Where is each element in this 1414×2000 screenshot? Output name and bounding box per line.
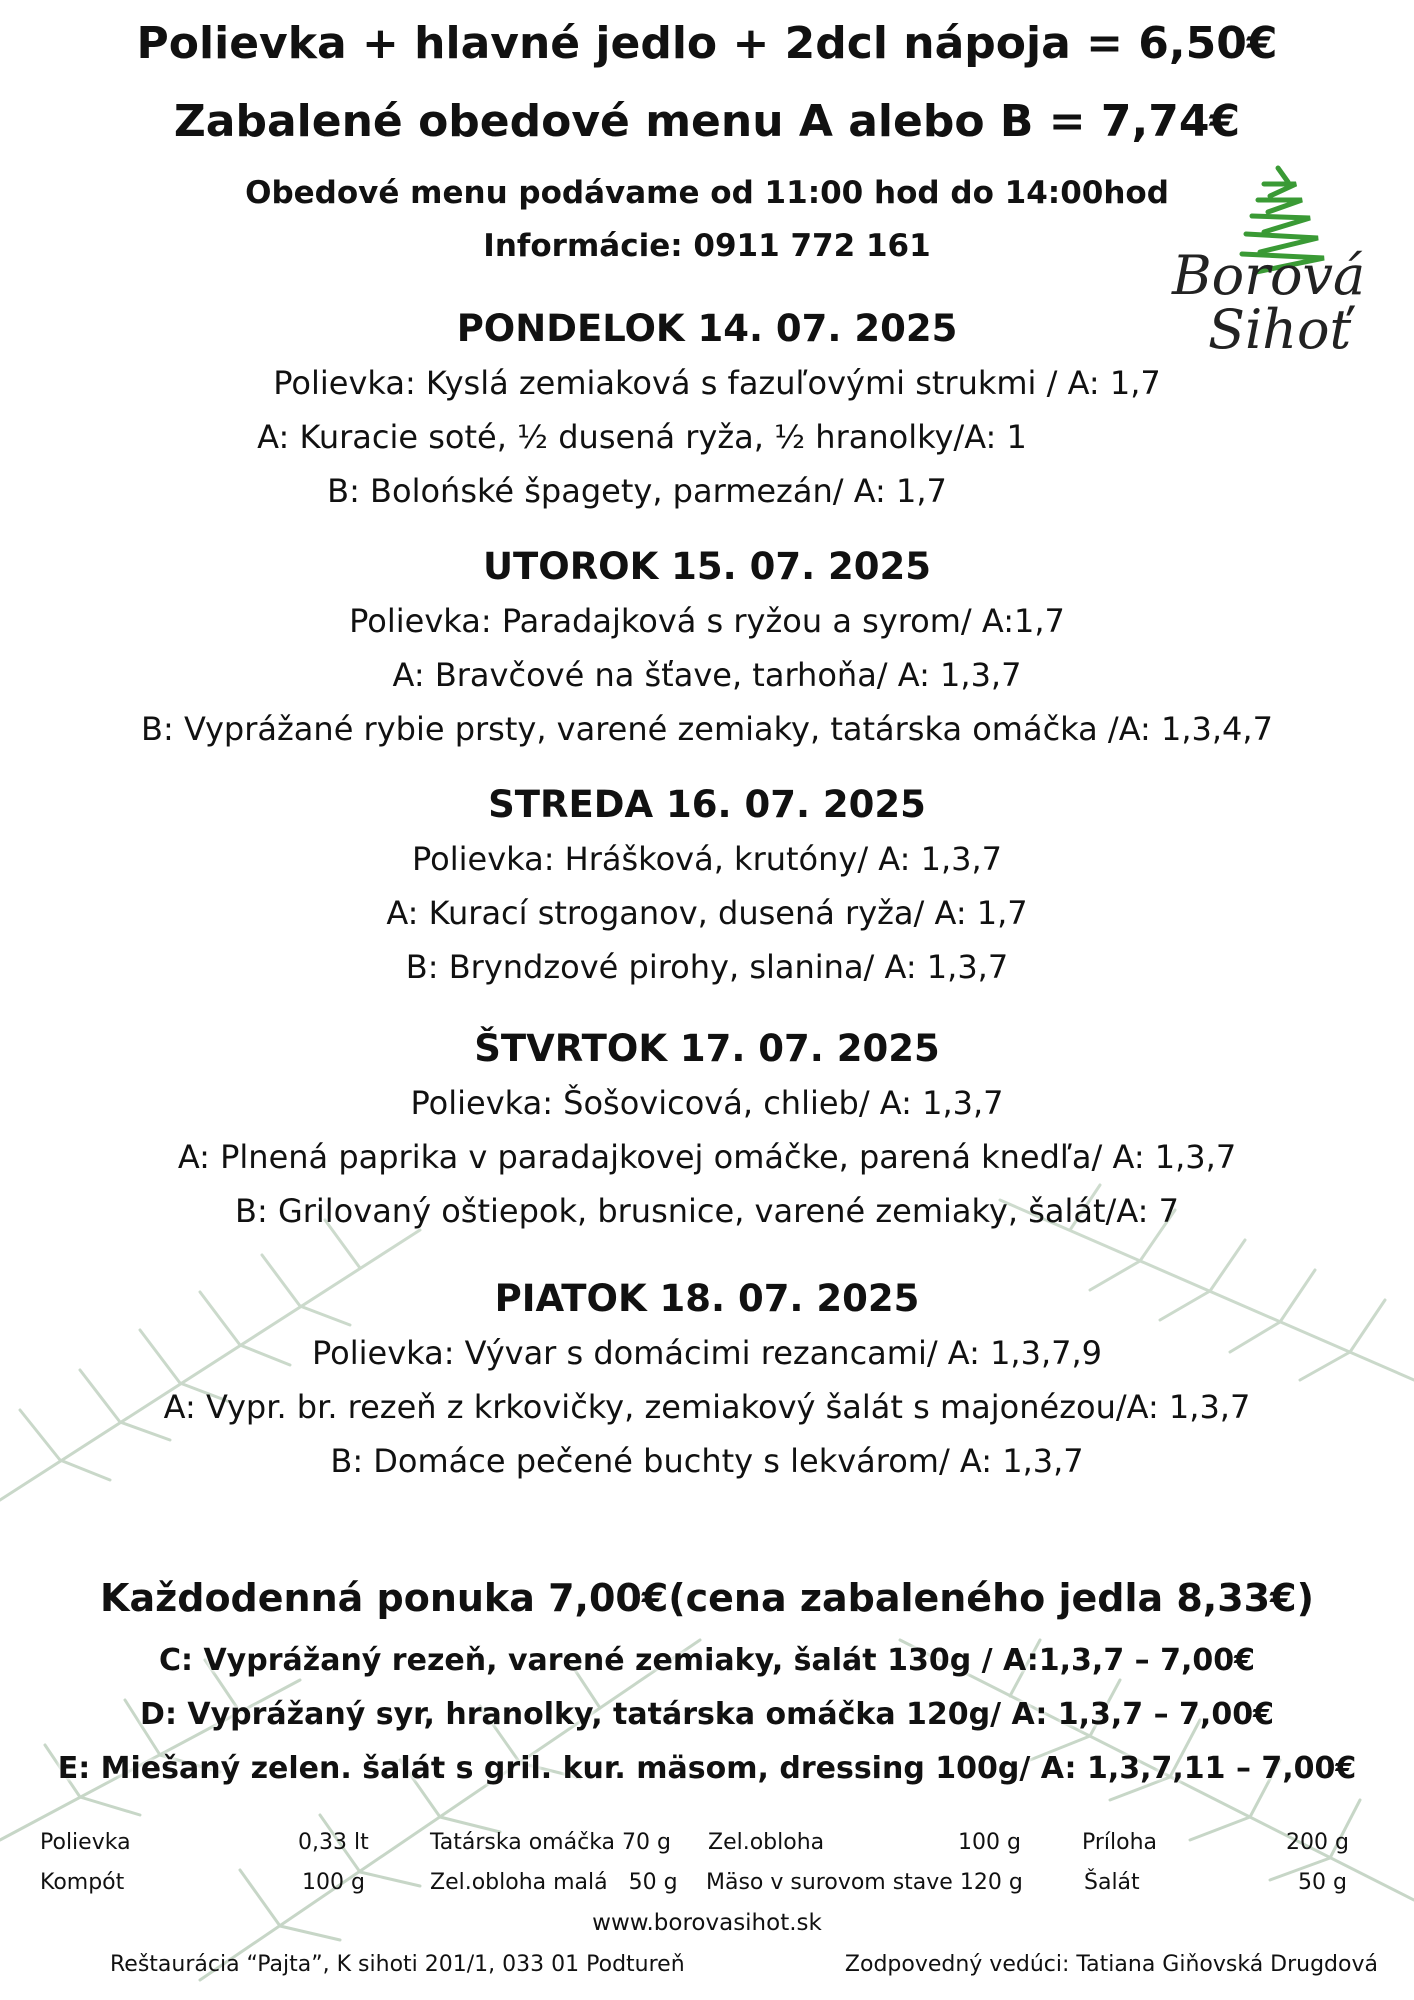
daily-offer-item-c: C: Vyprážaný rezeň, varené zemiaky, šalát 130g / A:1,3,7 – 7,00€ xyxy=(159,1643,1255,1678)
day-wednesday xyxy=(0,778,1414,994)
packed-menu-price-line: Zabalené obedové menu A alebo B = 7,74€ xyxy=(173,96,1241,147)
menu-line-a: A: Plnená paprika v paradajkovej omáčke, parená knedľa/ A: 1,3,7 xyxy=(177,1138,1237,1176)
menu-line-soup: Polievka: Šošovicová, chlieb/ A: 1,3,7 xyxy=(410,1084,1004,1122)
portion-value: 100 g xyxy=(958,1830,1021,1855)
menu-line-b: B: Bolońské špagety, parmezán/ A: 1,7 xyxy=(327,472,947,510)
website-link[interactable]: www.borovasihot.sk xyxy=(592,1910,822,1936)
logo-text-borova: Borová xyxy=(1172,244,1366,307)
day-title: UTOROK 15. 07. 2025 xyxy=(482,545,932,588)
daily-offer-item-d: D: Vyprážaný syr, hranolky, tatárska omáčka 120g/ A: 1,3,7 – 7,00€ xyxy=(140,1697,1274,1732)
portion-label: Tatárska omáčka 70 g xyxy=(430,1830,671,1855)
menu-line-b: B: Grilovaný oštiepok, brusnice, varené zemiaky, šalát/A: 7 xyxy=(235,1192,1179,1230)
serving-hours: Obedové menu podávame od 11:00 hod do 14:00hod xyxy=(245,175,1169,211)
day-friday xyxy=(0,1272,1414,1488)
portion-label: Príloha xyxy=(1082,1830,1158,1855)
portion-value: 50 g xyxy=(1298,1870,1347,1895)
menu-line-soup: Polievka: Kyslá zemiaková s fazuľovými strukmi / A: 1,7 xyxy=(273,364,1161,402)
portion-label: Zel.obloha xyxy=(708,1830,825,1855)
daily-offer-item-e: E: Miešaný zelen. šalát s gril. kur. mäsom, dressing 100g/ A: 1,3,7,11 – 7,00€ xyxy=(57,1751,1357,1786)
portion-row xyxy=(0,1870,1414,1910)
menu-line-a: A: Bravčové na šťave, tarhoňa/ A: 1,3,7 xyxy=(392,656,1022,694)
portion-value: 0,33 lt xyxy=(298,1830,369,1855)
portion-row xyxy=(0,1830,1414,1870)
menu-line-b: B: Domáce pečené buchty s lekvárom/ A: 1,3,7 xyxy=(330,1442,1084,1480)
combo-price-line: Polievka + hlavné jedlo + 2dcl nápoja = 6,50€ xyxy=(136,18,1278,69)
menu-line-soup: Polievka: Vývar s domácimi rezancami/ A: 1,3,7,9 xyxy=(311,1334,1103,1372)
day-thursday xyxy=(0,1022,1414,1238)
menu-line-b: B: Bryndzové pirohy, slanina/ A: 1,3,7 xyxy=(405,948,1009,986)
portion-label: Šalát xyxy=(1084,1870,1140,1895)
daily-offer xyxy=(0,1562,1414,1796)
day-tuesday xyxy=(0,540,1414,756)
menu-line-b: B: Vyprážané rybie prsty, varené zemiaky, tatárska omáčka /A: 1,3,4,7 xyxy=(141,710,1273,748)
portion-value: 100 g xyxy=(302,1870,365,1895)
menu-line-a: A: Vypr. br. rezeň z krkovičky, zemiakový šalát s majonézou/A: 1,3,7 xyxy=(163,1388,1251,1426)
portion-label: Kompót xyxy=(40,1870,125,1895)
day-title: PONDELOK 14. 07. 2025 xyxy=(456,307,958,350)
day-title: PIATOK 18. 07. 2025 xyxy=(494,1277,920,1320)
portion-label: Zel.obloha malá 50 g xyxy=(430,1870,678,1895)
day-title: STREDA 16. 07. 2025 xyxy=(488,783,926,826)
portion-sizes xyxy=(0,1830,1414,1910)
day-monday xyxy=(0,298,1414,518)
day-title: ŠTVRTOK 17. 07. 2025 xyxy=(474,1027,940,1070)
menu-line-a: A: Kurací stroganov, dusená ryža/ A: 1,7 xyxy=(386,894,1028,932)
logo-text-sihot: Sihoť xyxy=(1208,298,1352,361)
menu-line-soup: Polievka: Paradajková s ryžou a syrom/ A:1,7 xyxy=(349,602,1065,640)
contact-phone: Informácie: 0911 772 161 xyxy=(483,228,931,264)
menu-line-soup: Polievka: Hrášková, krutóny/ A: 1,3,7 xyxy=(412,840,1002,878)
daily-offer-title: Každodenná ponuka 7,00€(cena zabaleného jedla 8,33€) xyxy=(100,1576,1314,1620)
menu-line-a: A: Kuracie soté, ½ dusená ryža, ½ hranolky/A: 1 xyxy=(257,418,1027,456)
portion-value: 200 g xyxy=(1286,1830,1349,1855)
restaurant-address: Reštaurácia “Pajta”, K sihoti 201/1, 033 01 Podtureň xyxy=(110,1952,685,1977)
portion-label: Polievka xyxy=(40,1830,131,1855)
portion-label: Mäso v surovom stave 120 g xyxy=(706,1870,1023,1895)
responsible-manager: Zodpovedný vedúci: Tatiana Giňovská Drugdová xyxy=(844,1952,1378,1977)
